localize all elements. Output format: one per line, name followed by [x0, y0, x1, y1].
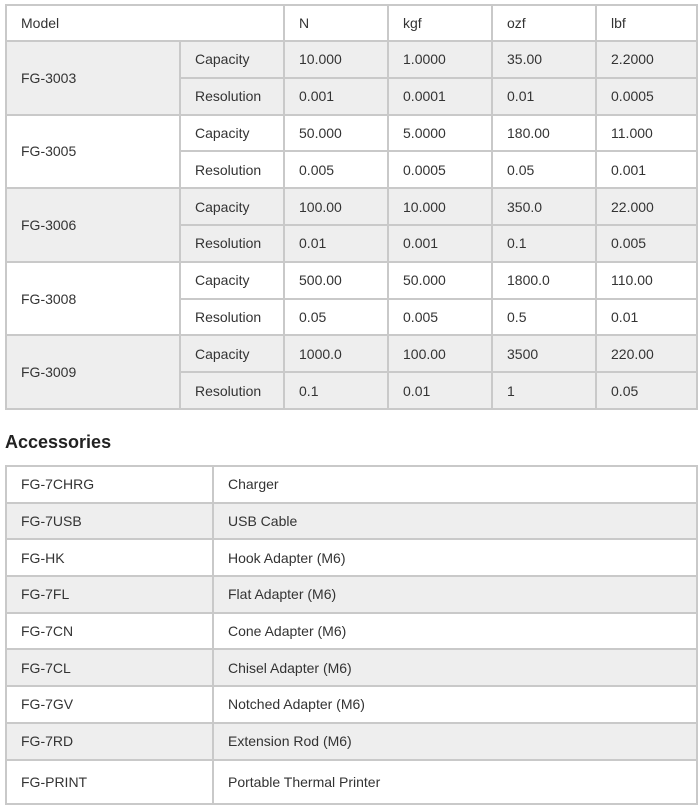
value-n: 1000.0 [284, 335, 388, 372]
accessory-row [6, 466, 697, 503]
accessory-description: Flat Adapter (M6) [213, 576, 697, 613]
value-kgf: 100.00 [388, 335, 492, 372]
accessory-row [6, 539, 697, 576]
accessory-code: FG-HK [6, 539, 213, 576]
value-ozf: 0.5 [492, 299, 596, 336]
model-cell: FG-3003 [6, 41, 180, 115]
accessory-row [6, 686, 697, 723]
header-ozf: ozf [492, 5, 596, 41]
accessory-description: Charger [213, 466, 697, 503]
value-kgf: 10.000 [388, 188, 492, 225]
value-n: 50.000 [284, 115, 388, 152]
accessory-row [6, 760, 697, 804]
capacity-label: Capacity [180, 41, 284, 78]
accessory-description: Hook Adapter (M6) [213, 539, 697, 576]
value-lbf: 22.000 [596, 188, 697, 225]
value-kgf: 1.0000 [388, 41, 492, 78]
value-n: 500.00 [284, 262, 388, 299]
accessory-code: FG-7RD [6, 723, 213, 760]
accessory-row [6, 613, 697, 650]
value-ozf: 0.05 [492, 151, 596, 188]
value-ozf: 1800.0 [492, 262, 596, 299]
value-lbf: 11.000 [596, 115, 697, 152]
value-ozf: 1 [492, 372, 596, 409]
accessory-description: USB Cable [213, 503, 697, 540]
accessory-code: FG-7USB [6, 503, 213, 540]
capacity-label: Capacity [180, 335, 284, 372]
value-n: 0.01 [284, 225, 388, 262]
accessory-row [6, 503, 697, 540]
value-n: 0.001 [284, 78, 388, 115]
value-kgf: 0.01 [388, 372, 492, 409]
model-cell: FG-3008 [6, 262, 180, 336]
accessory-row [6, 576, 697, 613]
value-n: 0.05 [284, 299, 388, 336]
value-ozf: 0.01 [492, 78, 596, 115]
accessory-code: FG-PRINT [6, 760, 213, 804]
accessory-description: Portable Thermal Printer [213, 760, 697, 804]
accessories-table-body [6, 466, 697, 804]
model-cell: FG-3005 [6, 115, 180, 189]
value-lbf: 0.05 [596, 372, 697, 409]
capacity-label: Capacity [180, 262, 284, 299]
specs-table [5, 4, 698, 410]
value-lbf: 0.0005 [596, 78, 697, 115]
specs-table-body [6, 5, 697, 409]
value-kgf: 5.0000 [388, 115, 492, 152]
spec-row-capacity [6, 335, 697, 372]
accessories-table [5, 465, 698, 805]
accessory-code: FG-7GV [6, 686, 213, 723]
header-n: N [284, 5, 388, 41]
header-kgf: kgf [388, 5, 492, 41]
resolution-label: Resolution [180, 225, 284, 262]
accessory-description: Chisel Adapter (M6) [213, 649, 697, 686]
value-kgf: 0.005 [388, 299, 492, 336]
resolution-label: Resolution [180, 78, 284, 115]
resolution-label: Resolution [180, 299, 284, 336]
value-lbf: 2.2000 [596, 41, 697, 78]
value-kgf: 0.0001 [388, 78, 492, 115]
accessory-code: FG-7CHRG [6, 466, 213, 503]
accessory-code: FG-7FL [6, 576, 213, 613]
value-ozf: 0.1 [492, 225, 596, 262]
accessory-description: Extension Rod (M6) [213, 723, 697, 760]
value-ozf: 3500 [492, 335, 596, 372]
spec-row-capacity [6, 115, 697, 152]
value-ozf: 180.00 [492, 115, 596, 152]
value-n: 0.1 [284, 372, 388, 409]
value-kgf: 50.000 [388, 262, 492, 299]
value-n: 100.00 [284, 188, 388, 225]
value-ozf: 350.0 [492, 188, 596, 225]
spec-row-capacity [6, 262, 697, 299]
spec-row-capacity [6, 188, 697, 225]
value-lbf: 0.001 [596, 151, 697, 188]
value-lbf: 0.01 [596, 299, 697, 336]
accessory-description: Cone Adapter (M6) [213, 613, 697, 650]
model-cell: FG-3006 [6, 188, 180, 262]
value-kgf: 0.0005 [388, 151, 492, 188]
specs-header-row [6, 5, 697, 41]
value-n: 0.005 [284, 151, 388, 188]
model-cell: FG-3009 [6, 335, 180, 409]
header-model: Model [6, 5, 284, 41]
accessory-description: Notched Adapter (M6) [213, 686, 697, 723]
capacity-label: Capacity [180, 115, 284, 152]
value-lbf: 110.00 [596, 262, 697, 299]
accessory-row [6, 723, 697, 760]
capacity-label: Capacity [180, 188, 284, 225]
value-ozf: 35.00 [492, 41, 596, 78]
resolution-label: Resolution [180, 372, 284, 409]
accessory-code: FG-7CL [6, 649, 213, 686]
value-n: 10.000 [284, 41, 388, 78]
accessory-row [6, 649, 697, 686]
resolution-label: Resolution [180, 151, 284, 188]
header-lbf: lbf [596, 5, 697, 41]
spec-row-capacity [6, 41, 697, 78]
value-lbf: 220.00 [596, 335, 697, 372]
value-lbf: 0.005 [596, 225, 697, 262]
value-kgf: 0.001 [388, 225, 492, 262]
accessory-code: FG-7CN [6, 613, 213, 650]
accessories-heading: Accessories [5, 432, 112, 452]
